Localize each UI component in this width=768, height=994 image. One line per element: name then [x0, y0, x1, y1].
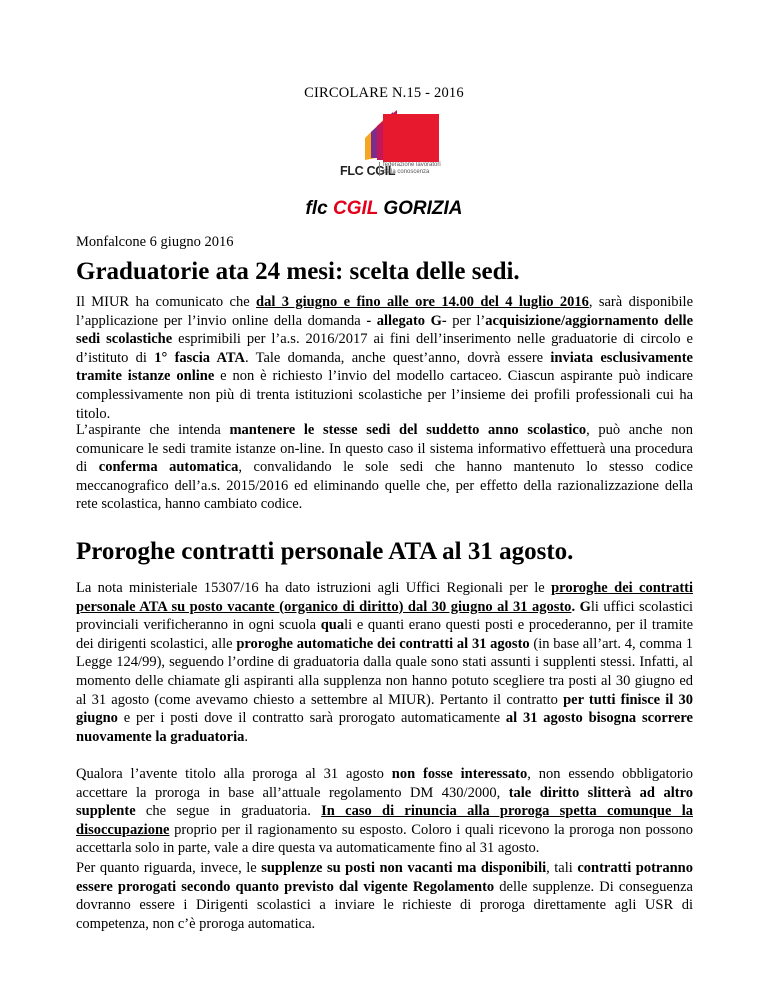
section2-paragraph3: [76, 859, 693, 933]
text: li e quanti erano questi posti e procederanno, per il tramite dei dirigenti scolastici, alle: [76, 617, 693, 652]
text: e non è richiesto l’invio del modello cartaceo. Ciascun aspirante può indicare complessivamente non più di trenta istituzioni scolastiche per l’insieme dei profili professionali cui ha titolo.: [76, 368, 693, 422]
section1-title: Graduatorie ata 24 mesi: scelta delle sedi.: [76, 258, 520, 285]
text: Il MIUR ha comunicato che: [76, 294, 257, 310]
emphasis: . G: [571, 598, 591, 615]
logo-subtitle: [379, 162, 441, 176]
logo-subtitle-line2: della conoscenza: [383, 169, 430, 175]
emphasis: supplenze su posti non vacanti ma disponibili: [261, 860, 547, 876]
section1-paragraph2: [76, 421, 693, 514]
emphasis: - allegato G-: [366, 312, 447, 329]
logo-subtitle-line1: federazione lavoratori: [383, 162, 441, 168]
gorizia-text: GORIZIA: [383, 198, 463, 219]
circular-number: CIRCOLARE N.15 - 2016: [304, 85, 464, 101]
text: , tali: [546, 860, 578, 876]
emphasis: mantenere le stesse sedi del suddetto anno scolastico: [229, 422, 587, 438]
emphasis: per tutti finisce il 30 giugno: [76, 691, 693, 727]
emphasis: non fosse interessato: [391, 766, 528, 782]
emphasis: proroghe dei contratti personale ATA su posto vacante (organico di diritto) dal 30 giugno al 31 agosto: [76, 580, 694, 615]
text: per l’: [446, 312, 486, 329]
emphasis: 1° fascia ATA: [154, 349, 245, 366]
text: , può anche non comunicare le sedi tramite istanze on-line. In questo caso il sistema informativo effettuerà una procedura di: [76, 422, 693, 476]
section2-title: Proroghe contratti personale ATA al 31 agosto.: [76, 538, 574, 565]
emphasis: contratti potranno essere prorogati secondo quanto previsto dal vigente Regolamento: [76, 860, 693, 895]
emphasis: inviata esclusivamente tramite istanze online: [76, 349, 693, 385]
emphasis: proroghe automatiche dei contratti al 31 agosto: [236, 635, 530, 652]
text: che segue in graduatoria.: [135, 803, 322, 820]
logo-text: FLC CGIL: [340, 164, 396, 178]
emphasis: In caso di rinuncia alla proroga spetta comunque la disoccupazione: [76, 803, 693, 838]
text: (in base all’art. 4, comma 1 Legge 124/99), seguendo l’ordine di graduatoria dalla quale sono stati assunti i supplenti stessi. Infatti, al momento delle chiamate gli aspiranti alla supplenza non hanno potuto scegliere tra posti al 30 giugno ed al 31 agosto (come avevamo chiesto a settembre al MIUR). Pertanto il contratto: [76, 635, 694, 708]
text: , sarà disponibile l’applicazione per l’invio online della domanda: [76, 294, 694, 329]
document-date: Monfalcone 6 giugno 2016: [76, 234, 234, 250]
flc-text: flc: [305, 198, 328, 219]
text: proprio per il ragionamento su esposto. Coloro i quali ricevono la proroga non possono accettarla solo in parte, vale a dire questa va automaticamente fino al 31 agosto.: [76, 821, 693, 857]
text: .: [244, 728, 248, 745]
emphasis: dal 3 giugno e fino alle ore 14.00 del 4 luglio 2016: [256, 294, 589, 310]
emphasis: tale diritto slitterà ad altro supplente: [76, 784, 693, 820]
emphasis: qua: [320, 617, 345, 634]
text: . Tale domanda, anche quest’anno, dovrà essere: [244, 349, 551, 366]
text: , non essendo obbligatorio accettare la proroga in base all’attuale regolamento DM 430/2000,: [76, 766, 693, 801]
section1-paragraph1: [76, 293, 693, 423]
emphasis: al 31 agosto bisogna scorrere nuovamente la graduatoria: [76, 710, 693, 745]
text: Qualora l’avente titolo alla proroga al 31 agosto: [76, 766, 392, 782]
text: delle supplenze. Di conseguenza dovranno essere i Dirigenti scolastici a inviare le richieste di proroga direttamente agli USR di competenza, non c’è proroga automatica.: [76, 878, 693, 932]
section2-paragraph1: [76, 579, 693, 746]
organization-heading: [0, 198, 768, 220]
text: La nota ministeriale 15307/16 ha dato istruzioni agli Uffici Regionali per le: [76, 580, 552, 596]
text: esprimibili per l’a.s. 2016/2017 ai fini dell’inserimento nelle graduatorie di circolo e d’istituto di: [76, 331, 693, 366]
text: L’aspirante che intenda: [76, 422, 230, 438]
section2-paragraph2: [76, 765, 693, 858]
text: e per i posti dove il contratto sarà prorogato automaticamente: [117, 710, 506, 727]
text: , convalidando le sole sedi che hanno mantenuto lo stesso codice meccanografico dell’a.s. 2015/2016 ed eliminando quelle che, per effetto della razionalizzazione della rete scolastica, hanno cambiato codice.: [76, 459, 693, 513]
text: Per quanto riguarda, invece, le: [76, 860, 262, 876]
text: li uffici scolastici provinciali verificheranno in ogni scuola: [76, 598, 694, 634]
emphasis: acquisizione/aggiornamento delle sedi scolastiche: [76, 312, 694, 348]
emphasis: conferma automatica: [98, 459, 239, 476]
cgil-text: CGIL: [332, 198, 379, 219]
